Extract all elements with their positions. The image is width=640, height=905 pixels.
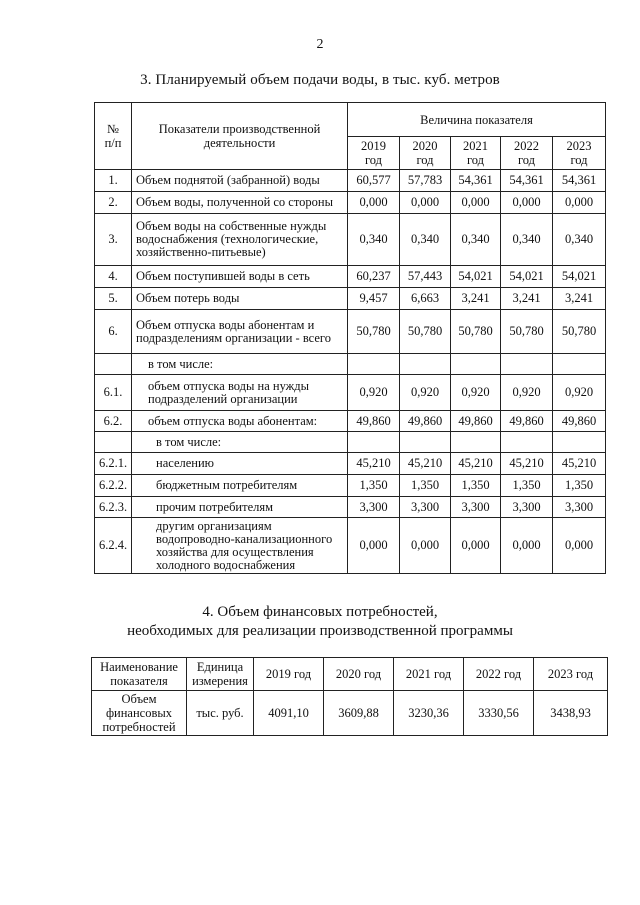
table-row bbox=[95, 288, 606, 310]
table-row bbox=[95, 266, 606, 288]
row-value: 0,000 bbox=[553, 192, 606, 214]
row-value bbox=[451, 432, 501, 453]
row-value: 0,000 bbox=[553, 518, 606, 574]
row-value: 3,300 bbox=[553, 497, 606, 518]
row-value: 3609,88 bbox=[324, 691, 394, 736]
row-indicator: Объем поступившей воды в сеть bbox=[132, 266, 348, 288]
row-value: 45,210 bbox=[400, 453, 451, 475]
row-value: 0,000 bbox=[348, 518, 400, 574]
row-value: 60,237 bbox=[348, 266, 400, 288]
row-value: 0,920 bbox=[553, 375, 606, 411]
row-value: 49,860 bbox=[400, 411, 451, 432]
header-year: 2022 год bbox=[501, 137, 553, 170]
table-row bbox=[95, 453, 606, 475]
row-value: 0,920 bbox=[400, 375, 451, 411]
header-value-group: Величина показателя bbox=[348, 103, 606, 137]
row-value bbox=[501, 354, 553, 375]
header-year: 2020 год bbox=[324, 658, 394, 691]
header-year: 2019 год bbox=[254, 658, 324, 691]
financial-needs-table bbox=[91, 657, 608, 736]
row-value: 0,000 bbox=[451, 192, 501, 214]
row-value: 50,780 bbox=[348, 310, 400, 354]
row-number bbox=[95, 354, 132, 375]
row-value bbox=[400, 432, 451, 453]
row-value: 1,350 bbox=[553, 475, 606, 497]
row-value: 3230,36 bbox=[394, 691, 464, 736]
row-indicator: Объем потерь воды bbox=[132, 288, 348, 310]
row-indicator: объем отпуска воды на нужды подразделений организации bbox=[132, 375, 348, 411]
row-value: 0,000 bbox=[451, 518, 501, 574]
row-value: 45,210 bbox=[348, 453, 400, 475]
row-value bbox=[553, 354, 606, 375]
row-value: 0,340 bbox=[400, 214, 451, 266]
row-indicator: Объем воды на собственные нужды водоснабжения (технологические, хозяйственно-питьевые) bbox=[132, 214, 348, 266]
row-number: 6. bbox=[95, 310, 132, 354]
table-row bbox=[95, 475, 606, 497]
row-value: 3330,56 bbox=[464, 691, 534, 736]
row-value: 54,361 bbox=[451, 170, 501, 192]
row-number: 6.2.1. bbox=[95, 453, 132, 475]
row-value: 50,780 bbox=[451, 310, 501, 354]
page-number: 2 bbox=[316, 37, 324, 52]
row-value: 49,860 bbox=[501, 411, 553, 432]
row-value: 4091,10 bbox=[254, 691, 324, 736]
row-name: Объем финансовых потребностей bbox=[92, 691, 187, 736]
header-name: Наименование показателя bbox=[92, 658, 187, 691]
section4-title-line2: необходимых для реализации производственной программы bbox=[127, 623, 513, 639]
header-unit: Единица измерения bbox=[187, 658, 254, 691]
table-row bbox=[95, 411, 606, 432]
header-year: 2022 год bbox=[464, 658, 534, 691]
row-number: 1. bbox=[95, 170, 132, 192]
header-year: 2019 год bbox=[348, 137, 400, 170]
row-indicator: в том числе: bbox=[132, 354, 348, 375]
row-number: 6.2.3. bbox=[95, 497, 132, 518]
row-value: 1,350 bbox=[501, 475, 553, 497]
table-row bbox=[95, 497, 606, 518]
row-value: 6,663 bbox=[400, 288, 451, 310]
row-value: 9,457 bbox=[348, 288, 400, 310]
header-no: № п/п bbox=[95, 103, 132, 170]
row-value bbox=[400, 354, 451, 375]
row-value: 54,021 bbox=[501, 266, 553, 288]
row-value: 0,000 bbox=[501, 518, 553, 574]
row-indicator: Объем поднятой (забранной) воды bbox=[132, 170, 348, 192]
row-value: 45,210 bbox=[451, 453, 501, 475]
table-row bbox=[95, 310, 606, 354]
table-row bbox=[95, 354, 606, 375]
row-indicator: Объем воды, полученной со стороны bbox=[132, 192, 348, 214]
row-number: 3. bbox=[95, 214, 132, 266]
row-value: 60,577 bbox=[348, 170, 400, 192]
row-value: 57,783 bbox=[400, 170, 451, 192]
row-value: 3,300 bbox=[501, 497, 553, 518]
row-number: 6.2. bbox=[95, 411, 132, 432]
table-row bbox=[95, 214, 606, 266]
row-indicator: Объем отпуска воды абонентам и подразделениям организации - всего bbox=[132, 310, 348, 354]
section3-title: 3. Планируемый объем подачи воды, в тыс. куб. метров bbox=[140, 72, 500, 88]
row-value: 0,920 bbox=[348, 375, 400, 411]
row-number: 6.2.2. bbox=[95, 475, 132, 497]
row-value: 0,000 bbox=[400, 518, 451, 574]
row-value: 3438,93 bbox=[534, 691, 608, 736]
row-value: 45,210 bbox=[501, 453, 553, 475]
row-unit: тыс. руб. bbox=[187, 691, 254, 736]
row-value: 0,340 bbox=[451, 214, 501, 266]
header-year: 2023 год bbox=[553, 137, 606, 170]
row-value: 0,340 bbox=[501, 214, 553, 266]
row-value: 49,860 bbox=[451, 411, 501, 432]
row-number: 6.2.4. bbox=[95, 518, 132, 574]
row-indicator: бюджетным потребителям bbox=[132, 475, 348, 497]
row-indicator: прочим потребителям bbox=[132, 497, 348, 518]
row-value: 3,241 bbox=[553, 288, 606, 310]
row-number: 2. bbox=[95, 192, 132, 214]
row-value: 3,241 bbox=[451, 288, 501, 310]
row-number bbox=[95, 432, 132, 453]
row-value: 57,443 bbox=[400, 266, 451, 288]
row-value: 0,920 bbox=[501, 375, 553, 411]
row-value: 54,361 bbox=[501, 170, 553, 192]
row-indicator: в том числе: bbox=[132, 432, 348, 453]
row-value: 54,361 bbox=[553, 170, 606, 192]
row-value: 3,300 bbox=[400, 497, 451, 518]
row-value: 0,920 bbox=[451, 375, 501, 411]
row-indicator: населению bbox=[132, 453, 348, 475]
row-value: 1,350 bbox=[348, 475, 400, 497]
row-value bbox=[348, 432, 400, 453]
row-value: 49,860 bbox=[553, 411, 606, 432]
row-value: 50,780 bbox=[400, 310, 451, 354]
row-value: 49,860 bbox=[348, 411, 400, 432]
row-value: 50,780 bbox=[553, 310, 606, 354]
row-value bbox=[553, 432, 606, 453]
row-value bbox=[348, 354, 400, 375]
row-value: 54,021 bbox=[553, 266, 606, 288]
row-value: 0,340 bbox=[553, 214, 606, 266]
table-row bbox=[95, 432, 606, 453]
section4-title bbox=[0, 603, 640, 641]
table-row bbox=[95, 192, 606, 214]
header-year: 2023 год bbox=[534, 658, 608, 691]
header-indicator: Показатели производственной деятельности bbox=[132, 103, 348, 170]
row-value: 50,780 bbox=[501, 310, 553, 354]
water-supply-table bbox=[94, 102, 606, 574]
section4-title-line1: 4. Объем финансовых потребностей, bbox=[202, 604, 438, 620]
row-value bbox=[501, 432, 553, 453]
table-row bbox=[95, 375, 606, 411]
row-indicator: объем отпуска воды абонентам: bbox=[132, 411, 348, 432]
row-value: 0,000 bbox=[400, 192, 451, 214]
header-year: 2021 год bbox=[394, 658, 464, 691]
row-value: 45,210 bbox=[553, 453, 606, 475]
table-row bbox=[95, 170, 606, 192]
row-number: 6.1. bbox=[95, 375, 132, 411]
row-value: 0,340 bbox=[348, 214, 400, 266]
header-year: 2020 год bbox=[400, 137, 451, 170]
row-value: 3,300 bbox=[451, 497, 501, 518]
row-value: 3,241 bbox=[501, 288, 553, 310]
row-value: 54,021 bbox=[451, 266, 501, 288]
row-value bbox=[451, 354, 501, 375]
row-indicator: другим организациям водопроводно-канализационного хозяйства для осуществления холодного водоснабжения bbox=[132, 518, 348, 574]
header-year: 2021 год bbox=[451, 137, 501, 170]
row-value: 0,000 bbox=[501, 192, 553, 214]
table-row bbox=[95, 518, 606, 574]
row-value: 3,300 bbox=[348, 497, 400, 518]
row-number: 5. bbox=[95, 288, 132, 310]
row-value: 0,000 bbox=[348, 192, 400, 214]
row-number: 4. bbox=[95, 266, 132, 288]
row-value: 1,350 bbox=[451, 475, 501, 497]
row-value: 1,350 bbox=[400, 475, 451, 497]
